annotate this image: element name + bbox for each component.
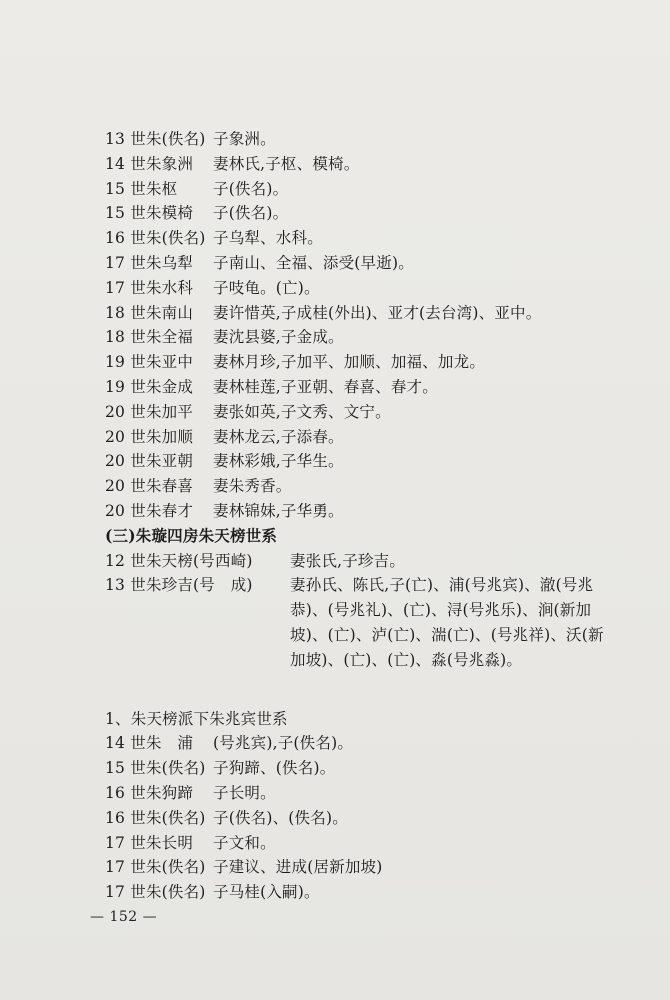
genealogy-entry (105, 806, 645, 831)
entry-generation: 13 世朱珍吉(号 成) (105, 576, 253, 595)
entry-description: 妻沈县婆,子金成。 (213, 328, 344, 347)
entry-generation: 14 世朱 浦 (105, 734, 194, 753)
entry-generation: 20 世朱亚朝 (105, 452, 194, 471)
genealogy-entry (105, 375, 645, 400)
description-line: 妻孙氏、陈氏,子(亡)、浦(号兆宾)、澈(号兆 (290, 576, 594, 595)
genealogy-entry (105, 549, 645, 574)
genealogy-text (105, 127, 645, 905)
entry-description: 子乌犁、水科。 (213, 229, 323, 248)
entry-description: 子长明。 (213, 783, 276, 802)
genealogy-entry (105, 301, 645, 326)
entry-generation: 17 世朱长明 (105, 833, 194, 852)
genealogy-entry (105, 325, 645, 350)
entry-description: 妻林氏,子枢、模椅。 (213, 154, 360, 173)
entry-description: 妻林龙云,子添春。 (213, 427, 344, 446)
entry-description: 妻朱秀香。 (213, 477, 292, 496)
section-heading: (三)朱璇四房朱天榜世系 (105, 525, 278, 545)
genealogy-entry (105, 400, 645, 425)
entry-generation: 16 世朱(佚名) (105, 229, 206, 248)
entry-description: 子(佚名)。 (213, 204, 289, 223)
genealogy-entry (105, 474, 645, 499)
genealogy-entry (105, 276, 645, 301)
entry-generation: 15 世朱(佚名) (105, 759, 206, 778)
entry-generation: 19 世朱金成 (105, 377, 194, 396)
entry-generation: 20 世朱春才 (105, 501, 194, 520)
genealogy-entry (105, 499, 645, 524)
entry-generation: 17 世朱(佚名) (105, 858, 206, 877)
entry-generation: 16 世朱(佚名) (105, 808, 206, 827)
description-line: 加坡)、(亡)、(亡)、淼(号兆淼)。 (290, 650, 523, 669)
genealogy-entry (105, 880, 645, 905)
genealogy-entry (105, 756, 645, 781)
genealogy-entry (105, 425, 645, 450)
subsection-heading: 1、朱天榜派下朱兆宾世系 (105, 709, 288, 728)
entry-description: 子(佚名)、(佚名)。 (213, 808, 348, 827)
genealogy-entry (105, 350, 645, 375)
genealogy-entry (105, 251, 645, 276)
entry-generation: 17 世朱(佚名) (105, 883, 206, 902)
entry-generation: 17 世朱水科 (105, 278, 194, 297)
entry-description: 妻林月珍,子加平、加顺、加福、加龙。 (213, 353, 486, 372)
entry-generation: 13 世朱(佚名) (105, 130, 206, 148)
entry-generation: 17 世朱乌犁 (105, 253, 194, 272)
entry-generation: 16 世朱狗蹄 (105, 783, 194, 802)
entry-description: 妻张氏,子珍吉。 (290, 551, 406, 570)
genealogy-entry (105, 127, 645, 152)
entry-generation: 20 世朱加平 (105, 402, 194, 421)
genealogy-entry (105, 781, 645, 806)
entry-generation: 18 世朱全福 (105, 328, 194, 347)
genealogy-entry (105, 449, 645, 474)
blank-line (105, 673, 645, 707)
entry-description: 子象洲。 (213, 130, 276, 148)
entry-generation: 12 世朱天榜(号西崎) (105, 551, 253, 570)
genealogy-entry (105, 831, 645, 856)
entry-description: 子文和。 (213, 833, 276, 852)
entry-description: 子建议、进成(居新加坡) (213, 858, 383, 877)
entry-description (290, 573, 625, 672)
entry-generation: 20 世朱加顺 (105, 427, 194, 446)
entry-generation: 15 世朱枢 (105, 179, 178, 198)
genealogy-entry (105, 731, 645, 756)
entry-description: 子(佚名)。 (213, 179, 289, 198)
entry-description: 妻林锦妹,子华勇。 (213, 501, 344, 520)
entry-generation: 15 世朱模椅 (105, 204, 194, 223)
genealogy-entry (105, 226, 645, 251)
entry-description: 子马桂(入嗣)。 (213, 883, 320, 902)
entry-generation: 20 世朱春喜 (105, 477, 194, 496)
genealogy-entry (105, 177, 645, 202)
page-number: — 152 — (90, 909, 158, 925)
entry-description: 妻许惜英,子成桂(外出)、亚才(去台湾)、亚中。 (213, 303, 542, 322)
entry-description: 子吱龟。(亡)。 (213, 278, 320, 297)
entry-description: (号兆宾),子(佚名)。 (213, 734, 354, 753)
entry-description: 子狗蹄、(佚名)。 (213, 759, 336, 778)
genealogy-entry (105, 855, 645, 880)
entry-generation: 19 世朱亚中 (105, 353, 194, 372)
genealogy-entry (105, 152, 645, 177)
entry-description: 子南山、全福、添受(早逝)。 (213, 253, 414, 272)
entry-description: 妻林彩娥,子华生。 (213, 452, 344, 471)
entry-generation: 18 世朱南山 (105, 303, 194, 322)
entry-generation: 14 世朱象洲 (105, 154, 194, 173)
description-line: 坡)、(亡)、泸(亡)、湍(亡)、(号兆祥)、沃(新 (290, 625, 604, 644)
description-line: 恭)、(号兆礼)、(亡)、浔(号兆乐)、涧(新加 (290, 601, 592, 620)
entry-description: 妻张如英,子文秀、文宁。 (213, 402, 391, 421)
genealogy-entry (105, 201, 645, 226)
genealogy-entry (105, 573, 645, 672)
entry-description: 妻林桂莲,子亚朝、春喜、春才。 (213, 377, 438, 396)
